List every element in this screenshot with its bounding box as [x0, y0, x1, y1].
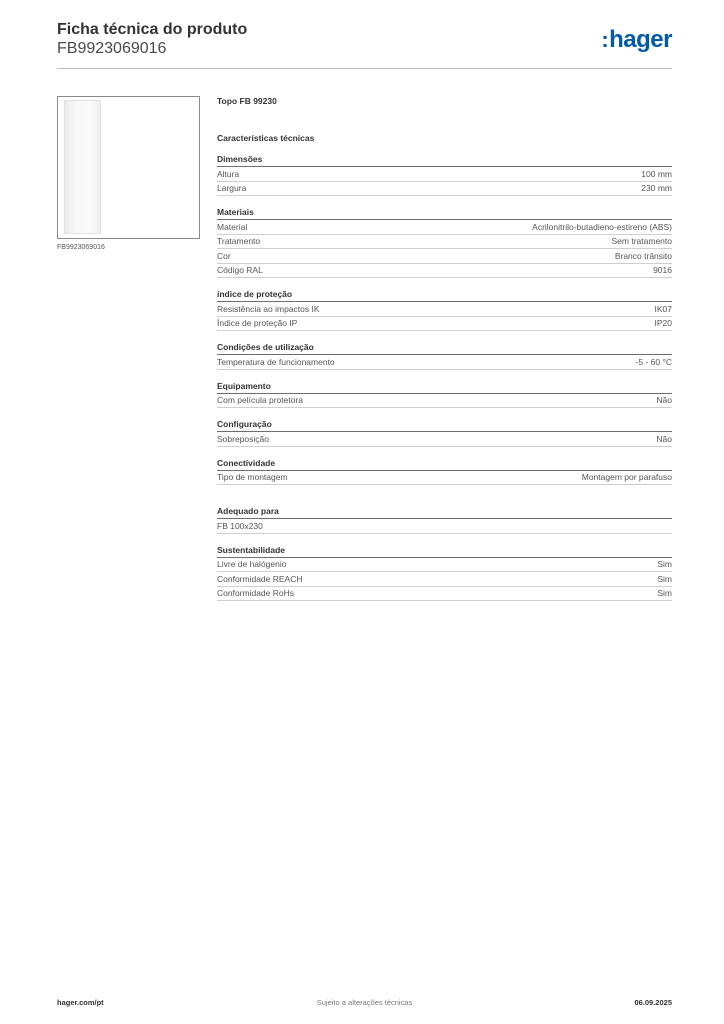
- spec-value: Sim: [657, 573, 672, 584]
- spec-row: [217, 220, 672, 235]
- hager-logo-dots: :: [601, 27, 609, 52]
- spec-group-title: Sustentabilidade: [217, 545, 672, 558]
- spec-label: Código RAL: [217, 265, 263, 276]
- spec-group: [217, 342, 672, 370]
- spec-group-title: índice de proteção: [217, 289, 672, 302]
- document-title: Ficha técnica do produto: [57, 21, 248, 38]
- spec-label: Temperatura de funcionamento: [217, 356, 335, 367]
- spec-row: [217, 572, 672, 587]
- footer-website[interactable]: hager.com/pt: [57, 998, 104, 1007]
- technical-characteristics-title: Características técnicas: [217, 133, 315, 143]
- spec-value: Sim: [657, 559, 672, 570]
- spec-row: [217, 264, 672, 279]
- spec-label: Largura: [217, 183, 247, 194]
- spec-group: [217, 545, 672, 602]
- spec-label: Conformidade RoHs: [217, 588, 295, 599]
- spec-label: Material: [217, 221, 248, 232]
- spec-row: [217, 355, 672, 370]
- footer-note: Sujeito a alterações técnicas: [316, 998, 413, 1007]
- spec-value: Branco trânsito: [614, 250, 672, 261]
- spec-groups: [217, 154, 672, 601]
- spec-label: Sobreposição: [217, 433, 269, 444]
- spec-label: Altura: [217, 168, 240, 179]
- product-image: [57, 96, 200, 239]
- spec-label: FB 100x230: [217, 520, 263, 531]
- spec-value: 230 mm: [641, 183, 672, 194]
- image-caption: FB9923069016: [57, 244, 105, 251]
- spec-group-title: Equipamento: [217, 381, 672, 394]
- footer-date: 06.09.2025: [634, 998, 672, 1007]
- spec-label: Com película protetora: [217, 395, 303, 406]
- spec-group: [217, 289, 672, 331]
- spec-value: Sim: [657, 588, 672, 599]
- spec-row: [217, 167, 672, 182]
- spec-sheet: [217, 96, 672, 601]
- spec-row: [217, 587, 672, 602]
- hager-logo: [601, 26, 672, 54]
- spec-value: IK07: [654, 303, 672, 314]
- spec-group: [217, 207, 672, 278]
- spec-group: [217, 154, 672, 196]
- spec-value: 9016: [653, 265, 672, 276]
- spec-group: [217, 381, 672, 409]
- spec-value: Sem tratamento: [611, 236, 672, 247]
- spec-group-title: Adequado para: [217, 506, 672, 519]
- spec-label: Tratamento: [217, 236, 261, 247]
- spec-group-title: Configuração: [217, 419, 672, 432]
- document-header: [57, 20, 247, 58]
- spec-label: Resistência ao impactos IK: [217, 303, 320, 314]
- spec-row: [217, 182, 672, 197]
- spec-row: [217, 519, 672, 534]
- spec-row: [217, 317, 672, 332]
- spec-value: Não: [656, 433, 672, 444]
- product-photo: [64, 100, 101, 234]
- product-reference: FB9923069016: [57, 40, 167, 57]
- spec-value: 100 mm: [641, 168, 672, 179]
- spec-label: Cor: [217, 250, 231, 261]
- spec-row: [217, 394, 672, 409]
- spec-row: [217, 302, 672, 317]
- spec-group-title: Condições de utilização: [217, 342, 672, 355]
- spec-value: Montagem por parafuso: [581, 472, 672, 483]
- spec-group-title: Materiais: [217, 207, 672, 220]
- spec-label: Conformidade REACH: [217, 573, 303, 584]
- hager-logo-text: hager: [609, 26, 672, 53]
- spec-row: [217, 235, 672, 250]
- spec-label: Livre de halógenio: [217, 559, 287, 570]
- spec-label: Índice de proteção IP: [217, 318, 298, 329]
- spec-value: IP20: [654, 318, 672, 329]
- spec-group: [217, 506, 672, 534]
- spec-group-title: Conectividade: [217, 458, 672, 471]
- spec-value: Não: [656, 395, 672, 406]
- spec-group: [217, 458, 672, 486]
- spec-value: -5 - 60 °C: [635, 356, 672, 367]
- product-name: Topo FB 99230: [217, 96, 277, 106]
- spec-row: [217, 471, 672, 486]
- spec-group-title: Dimensões: [217, 154, 672, 167]
- spec-group: [217, 419, 672, 447]
- header-divider: [57, 68, 672, 69]
- spec-row: [217, 432, 672, 447]
- spec-label: Tipo de montagem: [217, 472, 288, 483]
- spec-row: [217, 558, 672, 573]
- spec-value: Acrilonitrilo-butadieno-estireno (ABS): [532, 221, 672, 232]
- spec-row: [217, 249, 672, 264]
